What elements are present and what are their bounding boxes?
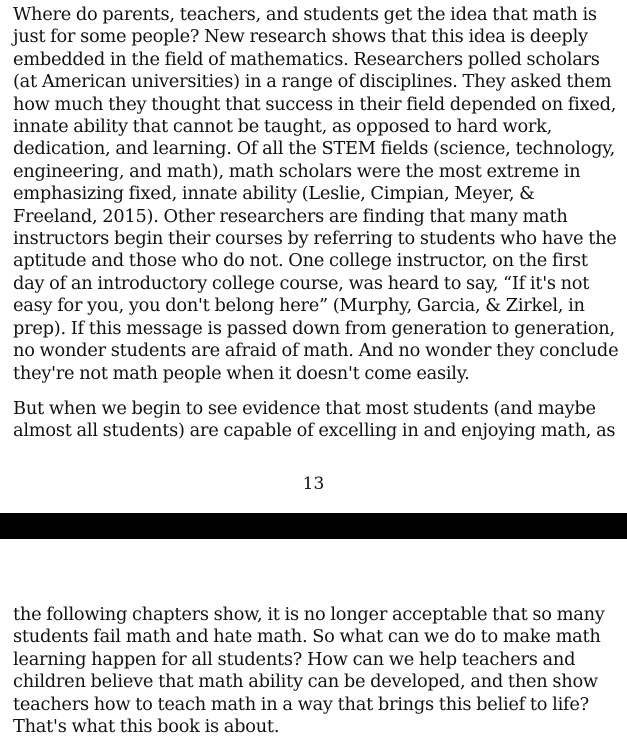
body-paragraph-1: Where do parents, teachers, and students get the idea that math is just for some people? New research shows that this idea is deeply embedded in the field of mathematics. Researchers polled scholars (at American universities) in a range of disciplines. They asked them how much they thought that success in their field depended on fixed, innate ability that cannot be taught, as opposed to hard work, dedication, and learning. Of all the STEM fields (science, technology, engineering, and math), math scholars were the most extreme in emphasizing fixed, innate ability (Leslie, Cimpian, Meyer, & Freeland, 2015). Other researchers are finding that many math instructors begin their courses by referring to students who have the aptitude and those who do not. One college instructor, on the first day of an introductory college course, was heard to say, “If it's not easy for you, you don't belong here” (Murphy, Garcia, & Zirkel, in prep). If this message is passed down from generation to generation, no wonder students are afraid of math. And no wonder they conclude they're not math people when it doesn't come easily. [13, 4, 619, 384]
body-paragraph-3: the following chapters show, it is no longer acceptable that so many students fail math and hate math. So what can we do to make math learning happen for all students? How can we help teachers and children believe that math ability can be developed, and then show teachers how to teach math in a way that brings this belief to life? That's what this book is about. [13, 604, 605, 738]
page-break-divider [0, 513, 627, 539]
page-number: 13 [302, 474, 325, 494]
body-paragraph-2: But when we begin to see evidence that most students (and maybe almost all students) are capable of excelling in and enjoying math, as [13, 398, 616, 442]
